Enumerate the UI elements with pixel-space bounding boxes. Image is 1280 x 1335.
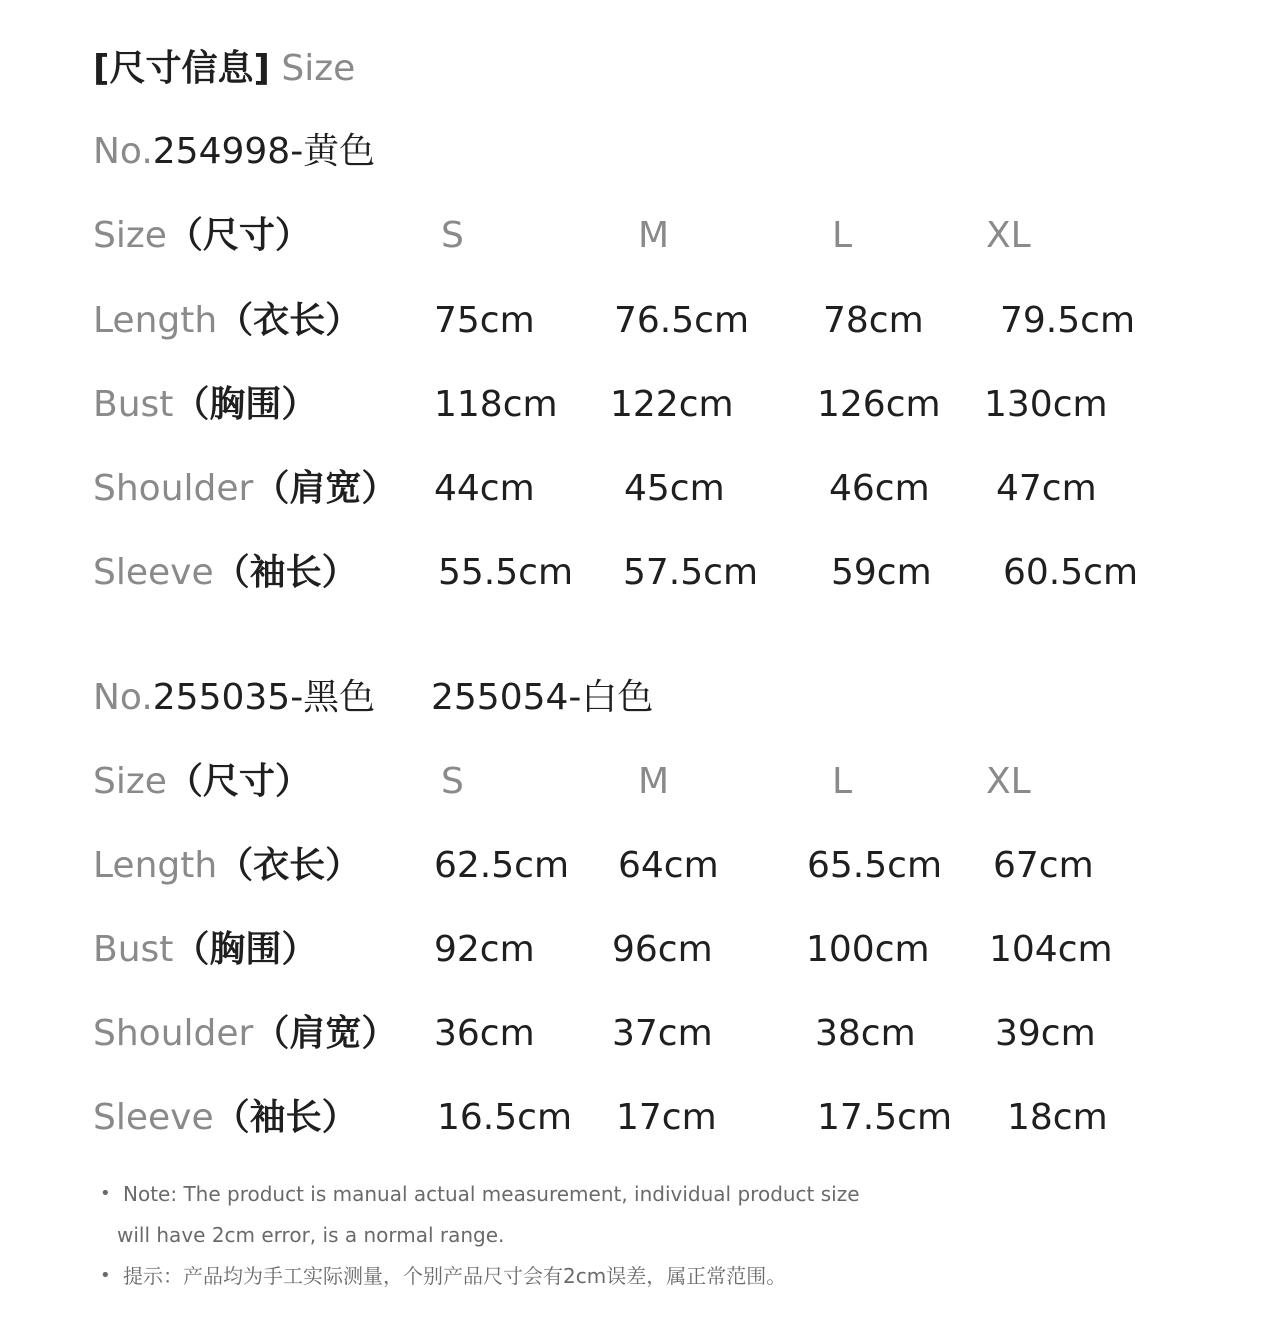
table-cell: 38cm	[815, 1013, 916, 1054]
label-en: Sleeve	[93, 1097, 214, 1138]
table-cell: 47cm	[996, 468, 1097, 509]
label-zh: （肩宽）	[253, 1013, 398, 1054]
size-header-s: S	[441, 761, 464, 802]
product-prefix: No.	[93, 131, 153, 172]
label-zh: （肩宽）	[253, 468, 398, 509]
label-en: Shoulder	[93, 1013, 254, 1054]
table-cell: 46cm	[829, 468, 930, 509]
table-cell: 126cm	[817, 384, 941, 425]
sleeve-row-label	[93, 548, 358, 598]
size-header-l: L	[832, 761, 853, 802]
table-cell: 36cm	[434, 1013, 535, 1054]
size-row-label	[93, 757, 311, 807]
label-en: Bust	[93, 384, 174, 425]
size-label-zh: （尺寸）	[166, 761, 311, 802]
label-en: Length	[93, 300, 218, 341]
table-cell: 78cm	[823, 300, 924, 341]
size-header-xl: XL	[986, 761, 1031, 802]
size-header-l: L	[832, 215, 853, 256]
size-info-heading	[93, 44, 355, 94]
table-cell: 37cm	[612, 1013, 713, 1054]
size-header-m: M	[638, 761, 670, 802]
table-cell: 39cm	[995, 1013, 1096, 1054]
sleeve-row-label	[93, 1093, 358, 1143]
table-cell: 118cm	[434, 384, 558, 425]
table-cell: 62.5cm	[434, 845, 570, 886]
table-cell: 67cm	[993, 845, 1094, 886]
length-row-label	[93, 841, 361, 891]
label-zh: （袖长）	[213, 1097, 358, 1138]
product-number-2	[93, 673, 375, 723]
label-zh: （胸围）	[173, 929, 318, 970]
size-label-en: Size	[93, 215, 167, 256]
product-prefix: No.	[93, 677, 153, 718]
note-bullet: •	[100, 1183, 111, 1204]
table-cell: 76.5cm	[614, 300, 750, 341]
table-cell: 45cm	[624, 468, 725, 509]
shoulder-row-label	[93, 464, 397, 514]
label-en: Shoulder	[93, 468, 254, 509]
size-row-label	[93, 211, 311, 261]
product-number-2-alt: 255054-白色	[431, 677, 654, 718]
note-en-line1: Note: The product is manual actual measurement, individual product size	[123, 1182, 860, 1206]
table-cell: 55.5cm	[438, 552, 574, 593]
product-code: 254998-黄色	[152, 131, 376, 172]
table-cell: 79.5cm	[1000, 300, 1136, 341]
table-cell: 60.5cm	[1003, 552, 1139, 593]
table-cell: 75cm	[434, 300, 535, 341]
table-cell: 17.5cm	[817, 1097, 953, 1138]
table-cell: 130cm	[984, 384, 1108, 425]
bust-row-label	[93, 380, 317, 430]
size-header-xl: XL	[986, 215, 1031, 256]
table-cell: 44cm	[434, 468, 535, 509]
table-cell: 92cm	[434, 929, 535, 970]
label-zh: （袖长）	[213, 552, 358, 593]
label-zh: （胸围）	[173, 384, 318, 425]
size-header-s: S	[441, 215, 464, 256]
product-number-1	[93, 127, 375, 177]
table-cell: 16.5cm	[437, 1097, 573, 1138]
bust-row-label	[93, 925, 317, 975]
label-zh: （衣长）	[217, 300, 362, 341]
table-cell: 57.5cm	[623, 552, 759, 593]
table-cell: 64cm	[618, 845, 719, 886]
table-cell: 59cm	[831, 552, 932, 593]
size-label-en: Size	[93, 761, 167, 802]
table-cell: 96cm	[612, 929, 713, 970]
heading-en: Size	[281, 48, 356, 89]
length-row-label	[93, 296, 361, 346]
label-en: Sleeve	[93, 552, 214, 593]
note-en-line2: will have 2cm error, is a normal range.	[117, 1223, 505, 1247]
table-cell: 122cm	[610, 384, 734, 425]
table-cell: 18cm	[1007, 1097, 1108, 1138]
table-cell: 17cm	[616, 1097, 717, 1138]
heading-zh: [尺寸信息]	[93, 48, 270, 89]
label-en: Bust	[93, 929, 174, 970]
shoulder-row-label	[93, 1009, 397, 1059]
size-header-m: M	[638, 215, 670, 256]
label-zh: （衣长）	[217, 845, 362, 886]
table-cell: 100cm	[806, 929, 930, 970]
note-bullet: •	[100, 1265, 111, 1286]
label-en: Length	[93, 845, 218, 886]
table-cell: 104cm	[989, 929, 1113, 970]
table-cell: 65.5cm	[807, 845, 943, 886]
size-label-zh: （尺寸）	[166, 215, 311, 256]
note-zh: 提示：产品均为手工实际测量，个别产品尺寸会有2cm误差，属正常范围。	[123, 1264, 787, 1288]
product-code: 255035-黑色	[152, 677, 376, 718]
